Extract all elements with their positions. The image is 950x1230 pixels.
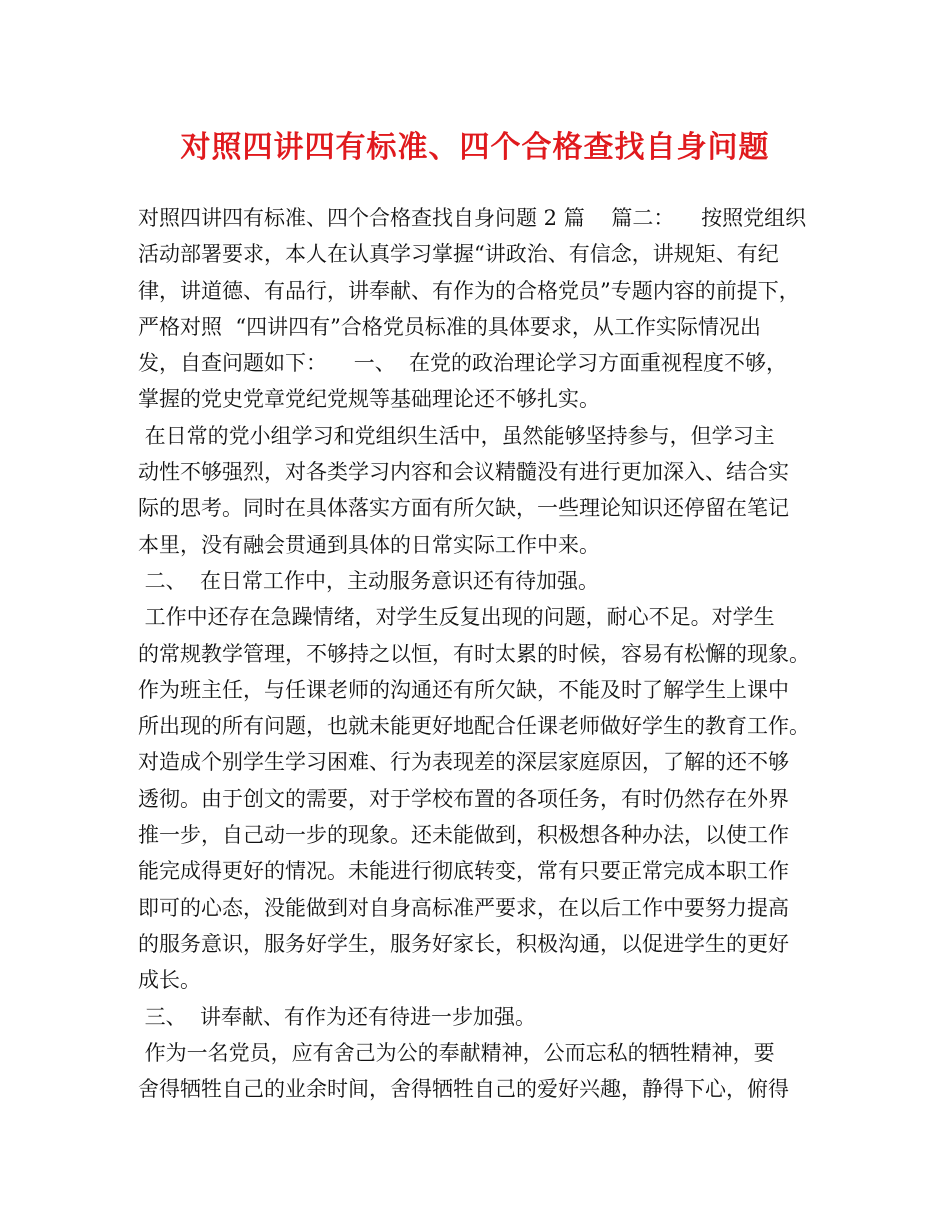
body-line: 三、 讲奉献、有作为还有待进一步加强。: [138, 1004, 537, 1029]
document-body: [138, 200, 818, 1107]
body-line: 透彻。由于创文的需要，对于学校布置的各项任务，有时仍然存在外界: [138, 786, 789, 811]
body-line: 工作中还存在急躁情绪，对学生反复出现的问题，耐心不足。对学生: [138, 605, 775, 630]
body-line: 成长。: [138, 968, 201, 993]
body-line: 能完成得更好的情况。未能进行彻底转变，常有只要正常完成本职工作: [138, 859, 789, 884]
body-line: 动性不够强烈，对各类学习内容和会议精髓没有进行更加深入、结合实: [138, 460, 789, 485]
body-line: 作为一名党员，应有舍己为公的奉献精神，公而忘私的牺牲精神，要: [138, 1040, 775, 1065]
body-line: 推一步，自己动一步的现象。还未能做到，积极想各种办法，以使工作: [138, 823, 789, 848]
body-line: 所出现的所有问题，也就未能更好地配合任课老师做好学生的教育工作。: [138, 714, 810, 739]
body-line: 际的思考。同时在具体落实方面有所欠缺，一些理论知识还停留在笔记: [138, 496, 789, 521]
body-line: 律，讲道德、有品行，讲奉献、有作为的合格党员”专题内容的前提下，: [138, 278, 800, 303]
body-line: 掌握的党史党章党纪党规等基础理论还不够扎实。: [138, 387, 600, 412]
body-line: 活动部署要求，本人在认真学习掌握“讲政治、有信念，讲规矩、有纪: [138, 242, 779, 267]
body-line: 在日常的党小组学习和党组织生活中，虽然能够坚持参与，但学习主: [138, 423, 775, 448]
body-line: 即可的心态，没能做到对自身高标准严要求，在以后工作中要努力提高: [138, 895, 789, 920]
body-line: 的常规教学管理，不够持之以恒，有时太累的时候，容易有松懈的现象。: [138, 641, 810, 666]
body-line: 对造成个别学生学习困难、行为表现差的深层家庭原因，了解的还不够: [138, 750, 789, 775]
document-title: 对照四讲四有标准、四个合格查找自身问题: [180, 130, 770, 165]
body-line: 二、 在日常工作中，主动服务意识还有待加强。: [138, 568, 600, 593]
body-line: 严格对照 “四讲四有”合格党员标准的具体要求，从工作实际情况出: [138, 314, 761, 339]
body-line: 对照四讲四有标准、四个合格查找自身问题 2 篇 篇二： 按照党组织: [138, 206, 807, 230]
body-line: 舍得牺牲自己的业余时间，舍得牺牲自己的爱好兴趣，静得下心，俯得: [138, 1077, 789, 1102]
body-line: 发，自查问题如下： 一、 在党的政治理论学习方面重视程度不够，: [138, 351, 788, 376]
body-line: 本里，没有融会贯通到具体的日常实际工作中来。: [138, 532, 600, 557]
body-line: 作为班主任，与任课老师的沟通还有所欠缺，不能及时了解学生上课中: [138, 677, 789, 702]
body-line: 的服务意识，服务好学生，服务好家长，积极沟通，以促进学生的更好: [138, 931, 789, 956]
